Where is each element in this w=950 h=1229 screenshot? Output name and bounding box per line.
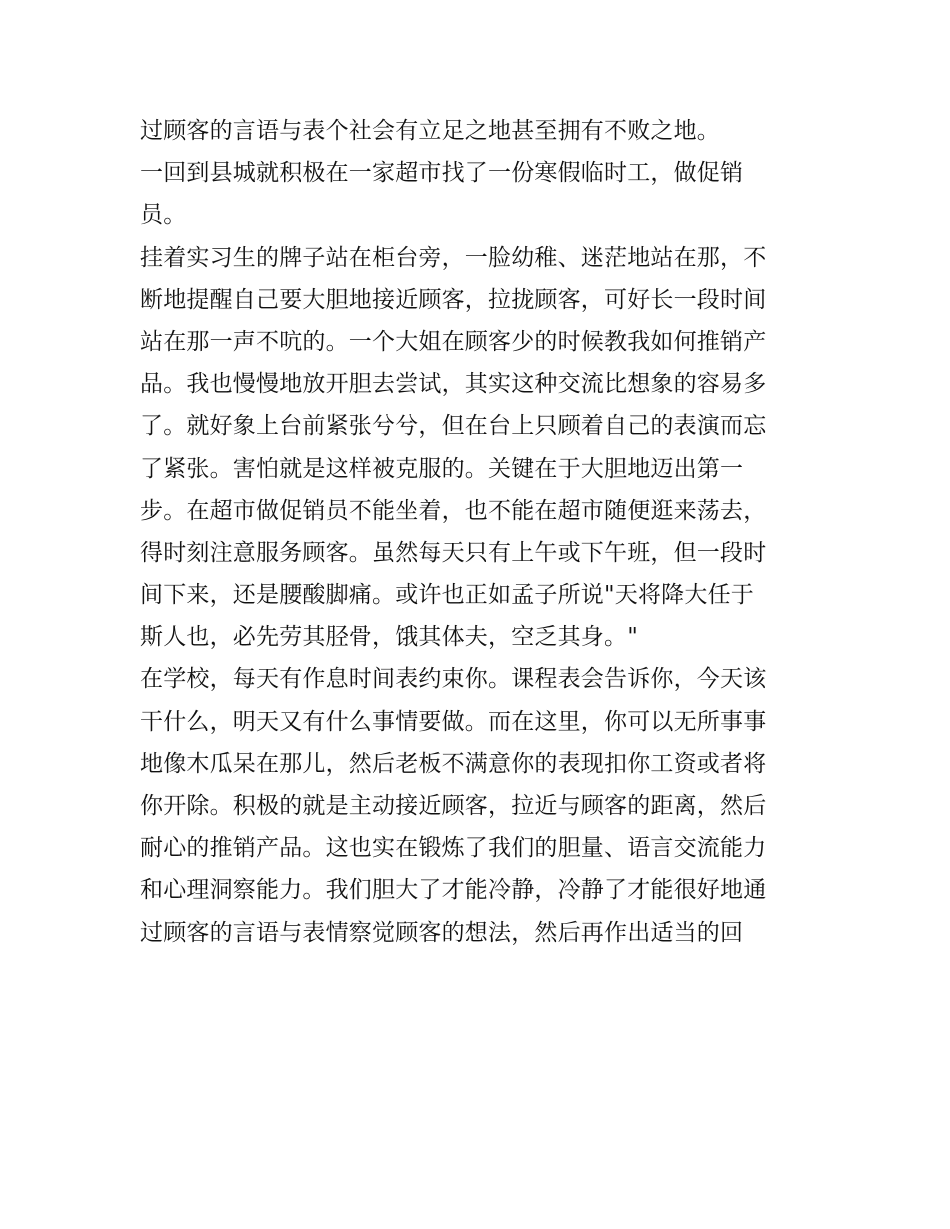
text-line: 干什么，明天又有什么事情要做。而在这里，你可以无所事事 (140, 708, 767, 735)
text-line: 在学校，每天有作息时间表约束你。课程表会告诉你，今天该 (140, 666, 767, 693)
text-line: 员。 (140, 202, 187, 229)
document-body (140, 110, 820, 954)
text-line: 和心理洞察能力。我们胆大了才能冷静，冷静了才能很好地通 (140, 877, 767, 904)
text-line: 断地提醒自己要大胆地接近顾客，拉拢顾客，可好长一段时间 (140, 286, 767, 313)
text-line: 步。在超市做促销员不能坐着，也不能在超市随便逛来荡去， (140, 497, 767, 524)
text-line: 站在那一声不吭的。一个大姐在顾客少的时候教我如何推销产 (140, 328, 767, 355)
text-line: 间下来，还是腰酸脚痛。或许也正如孟子所说"天将降大任于 (140, 582, 754, 609)
text-line: 你开除。积极的就是主动接近顾客，拉近与顾客的距离，然后 (140, 793, 767, 819)
text-line: 挂着实习生的牌子站在柜台旁，一脸幼稚、迷茫地站在那，不 (140, 244, 767, 271)
text-line: 了紧张。害怕就是这样被克服的。关键在于大胆地迈出第一 (140, 455, 744, 482)
text-line: 斯人也，必先劳其胫骨，饿其体夫，空乏其身。" (140, 624, 638, 651)
text-line: 品。我也慢慢地放开胆去尝试，其实这种交流比想象的容易多 (140, 371, 767, 398)
text-line: 过顾客的言语与表个社会有立足之地甚至拥有不败之地。 (140, 118, 720, 144)
text-line: 了。就好象上台前紧张兮兮，但在台上只顾着自己的表演而忘 (140, 413, 767, 440)
text-line: 一回到县城就积极在一家超市找了一份寒假临时工，做促销 (140, 160, 744, 187)
text-line: 得时刻注意服务顾客。虽然每天只有上午或下午班，但一段时 (140, 539, 767, 566)
text-line: 过顾客的言语与表情察觉顾客的想法，然后再作出适当的回 (140, 919, 744, 946)
text-line: 地像木瓜呆在那儿，然后老板不满意你的表现扣你工资或者将 (140, 750, 767, 777)
text-line: 耐心的推销产品。这也实在锻炼了我们的胆量、语言交流能力 (140, 835, 767, 862)
